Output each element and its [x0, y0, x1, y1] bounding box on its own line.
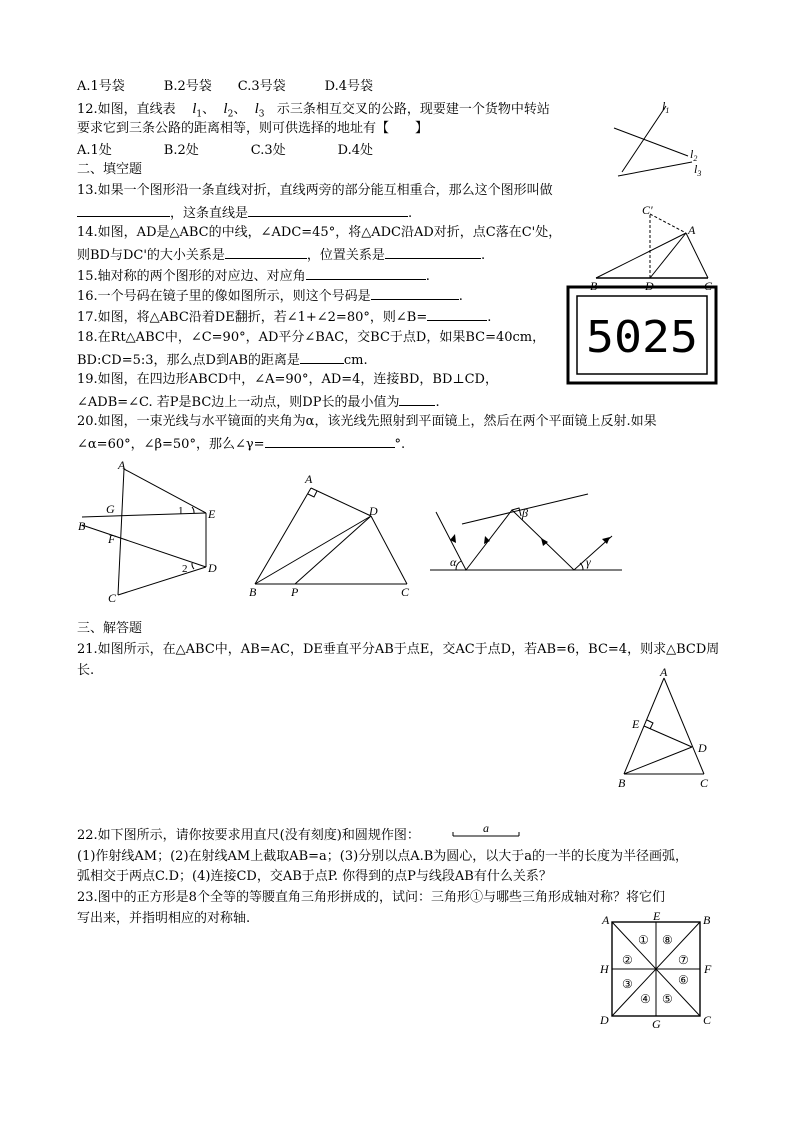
triangle-7-label: ⑦: [678, 953, 689, 967]
q13-end: .: [408, 206, 413, 221]
triangle-8-label: ⑧: [662, 933, 673, 947]
q18-text: BD:CD=5:3，那么点D到AB的距离是: [77, 353, 300, 368]
label-c: C: [700, 776, 709, 790]
q13-blank2[interactable]: [248, 204, 408, 217]
label-f: F: [108, 532, 116, 546]
label-e: E: [653, 910, 661, 923]
q19-line2: [77, 393, 440, 410]
figure-square-triangles: [594, 910, 718, 1030]
figure-mirror-display: [566, 285, 718, 385]
q20-line2: [77, 435, 405, 452]
q12-l2: l: [223, 101, 228, 117]
q12-l3: l: [254, 101, 259, 117]
q15-text: 15.轴对称的两个图形的对应边、对应角: [77, 269, 306, 284]
label-b: B: [249, 585, 257, 599]
q14-blank1[interactable]: [225, 246, 307, 259]
triangle-1-label: ①: [638, 933, 649, 947]
q12-sep1: 、: [202, 102, 216, 117]
side-ab: [255, 488, 311, 584]
q18-line1: 18.在Rt△ABC中，∠C=90°，AD平分∠BAC，交BC于点D，如果BC=40cm，: [77, 330, 546, 345]
side-ae: [124, 469, 206, 513]
q14-end: .: [480, 248, 486, 263]
label-c: C: [703, 1013, 712, 1027]
q15-line: [77, 267, 430, 284]
figure-three-roads: [612, 98, 712, 180]
q20-text: ∠α=60°，∠β=50°，那么∠γ=: [77, 437, 265, 452]
figure-quadrilateral-abcd: [245, 468, 420, 604]
label-angle-1: 1: [178, 505, 184, 517]
label-c-prime: C': [642, 203, 653, 217]
q22-line2: (1)作射线AM；(2)在射线AM上截取AB=a；(3)分别以点A.B为圆心，以大于a的一半的长度为半径画弧，: [77, 849, 689, 864]
q14-text-a: 则BD与DC'的大小关系是: [77, 248, 225, 263]
q15-end: .: [425, 269, 430, 284]
q21-line1: 21.如图所示，在△ABC中，AB=AC，DE垂直平分AB于点E，交AC于点D，若AB=6，BC=4，则求△BCD周: [77, 642, 720, 657]
section2-title: 二、填空题: [77, 162, 143, 177]
line-l3: [618, 162, 692, 176]
label-alpha: α: [450, 555, 457, 569]
q18-end: cm.: [343, 353, 368, 368]
q13-line1: 13.如果一个图形沿一条直线对折，直线两旁的部分能互相重合，那么这个图形叫做: [77, 183, 553, 198]
label-a: A: [688, 223, 696, 237]
figure-triangle-fold: [588, 200, 718, 292]
figure-isosceles-triangle: [612, 664, 716, 792]
label-a: A: [660, 665, 668, 679]
q17-end: .: [487, 310, 492, 325]
side-cd: [118, 567, 206, 595]
angle-alpha-arc: [456, 561, 461, 570]
label-d: D: [698, 741, 707, 755]
segment-a-figure: [450, 822, 522, 840]
q16-blank[interactable]: [371, 287, 459, 300]
q20-line1: 20.如图，一束光线与水平镜面的夹角为α，该光线先照射到平面镜上，然后在两个平面镜上反射.如果: [77, 414, 657, 429]
q23-line1: 23.图中的正方形是8个全等的等腰直角三角形拼成的，试问：三角形①与哪些三角形成轴对称？将它们: [77, 890, 665, 905]
q16-line: [77, 287, 463, 304]
angle-gamma-arc: [580, 563, 583, 570]
right-angle-a: [308, 491, 317, 497]
q18-line2: [77, 351, 368, 368]
label-d: D: [645, 279, 654, 292]
q12-text-b: 示三条相互交叉的公路，现要建一个货物中转站: [276, 102, 550, 117]
figure-light-reflection: [426, 486, 626, 576]
triangle-3-label: ③: [622, 977, 633, 991]
q14-text-b: ，位置关系是: [306, 248, 385, 263]
q17-line: [77, 308, 491, 325]
label-h: H: [600, 962, 609, 976]
label-e: E: [632, 717, 640, 731]
side-ab: [596, 233, 686, 278]
q17-text: 17.如图，将△ABC沿着DE翻折，若∠1+∠2=80°，则∠B=: [77, 310, 428, 325]
q14-line2: [77, 246, 485, 263]
line-ge: [82, 513, 206, 517]
display-digits: 5025: [586, 312, 698, 363]
label-l2: $l_2$: [690, 147, 698, 163]
q19-line1: 19.如图，在四边形ABCD中，∠A=90°，AD=4，连接BD，BD⊥CD，: [77, 372, 498, 387]
triangle-6-label: ⑥: [678, 973, 689, 987]
q12-l2-sub: 2: [227, 109, 234, 120]
angle-1-arc: [192, 507, 194, 513]
label-a: A: [305, 472, 313, 486]
q13-mid: ，这条直线是: [170, 206, 249, 221]
label-l1: $l_1$: [662, 99, 670, 115]
side-bd: [82, 525, 206, 567]
label-a: A: [118, 458, 126, 472]
label-b: B: [618, 776, 626, 790]
label-p: P: [291, 585, 299, 599]
ray-arrow-4: [602, 537, 610, 544]
triangle-4-label: ④: [640, 992, 651, 1006]
q12-line1: [77, 102, 550, 123]
q13-blank1[interactable]: [77, 204, 170, 217]
q12-text-a: 12.如图，直线表: [77, 102, 176, 117]
q12-l3-sub: 3: [258, 109, 265, 120]
label-g: G: [106, 502, 115, 516]
label-e: E: [208, 507, 216, 521]
median-ad: [650, 233, 686, 278]
ray-arrow-3: [541, 538, 548, 546]
q20-end: °.: [394, 437, 406, 452]
section3-title: 三、解答题: [77, 621, 143, 636]
label-c: C: [704, 279, 713, 292]
q21-line2: 长.: [77, 663, 95, 678]
q19-end: .: [435, 395, 440, 410]
diagonal-bd: [255, 516, 371, 584]
label-gamma: γ: [586, 555, 591, 569]
q12-line2: 要求它到三条公路的距离相等，则可供选择的地址有【 】: [77, 121, 429, 136]
segment-bd: [624, 747, 692, 774]
q19-blank[interactable]: [399, 393, 435, 406]
q14-blank2[interactable]: [385, 246, 481, 259]
angle-2-arc: [192, 563, 194, 569]
figure-fold-de: [72, 455, 232, 607]
q12-options: A.1处 B.2处 C.3处 D.4处: [77, 143, 373, 158]
label-d: D: [369, 504, 378, 518]
label-c: C: [401, 585, 410, 599]
q16-text: 16.一个号码在镜子里的像如图所示，则这个号码是: [77, 289, 371, 304]
side-ac: [686, 233, 708, 278]
q12-l1-sub: 1: [196, 109, 203, 120]
line-l2: [614, 128, 688, 156]
q14-line1: 14.如图，AD是△ABC的中线，∠ADC=45°，将△ADC沿AD对折，点C落在C'处，: [77, 225, 562, 240]
q11-options: A.1号袋 B.2号袋 C.3号袋 D.4号袋: [77, 79, 373, 94]
side-ac: [664, 678, 704, 774]
q22-line3: 弧相交于两点C.D；(4)连接CD，交AB于点P. 你得到的点P与线段AB有什么关系？: [77, 869, 552, 884]
q13-line2: [77, 204, 412, 221]
segment-a-label: a: [483, 822, 489, 835]
segment-dp: [295, 516, 371, 584]
label-angle-2: 2: [182, 563, 188, 575]
q12-l1: l: [192, 101, 197, 117]
label-d: D: [600, 1013, 609, 1027]
q15-blank[interactable]: [306, 267, 426, 280]
label-b: B: [590, 279, 598, 292]
label-b: B: [78, 519, 86, 533]
label-g: G: [652, 1017, 661, 1030]
label-beta: β: [522, 506, 528, 520]
side-dc: [371, 516, 407, 584]
q20-blank[interactable]: [265, 435, 395, 448]
q22-line1: 22.如下图所示，请你按要求用直尺(没有刻度)和圆规作图：: [77, 828, 420, 843]
triangle-5-label: ⑤: [662, 992, 673, 1006]
q12-sep2: 、: [233, 102, 247, 117]
q16-end: .: [458, 289, 463, 304]
label-b: B: [703, 913, 711, 927]
dashed-ac-prime: [650, 214, 686, 233]
q17-blank[interactable]: [427, 308, 487, 321]
label-c: C: [108, 591, 117, 605]
q23-line2: 写出来，并指明相应的对称轴.: [77, 911, 251, 926]
label-f: F: [704, 962, 712, 976]
label-a: A: [602, 913, 610, 927]
side-ad: [311, 488, 371, 516]
q18-blank[interactable]: [300, 351, 344, 364]
side-ac: [118, 469, 124, 595]
label-d: D: [208, 561, 217, 575]
q19-text: ∠ADB=∠C. 若P是BC边上一动点，则DP长的最小值为: [77, 395, 400, 410]
label-l3: $l_3$: [694, 162, 702, 178]
triangle-2-label: ②: [622, 953, 633, 967]
